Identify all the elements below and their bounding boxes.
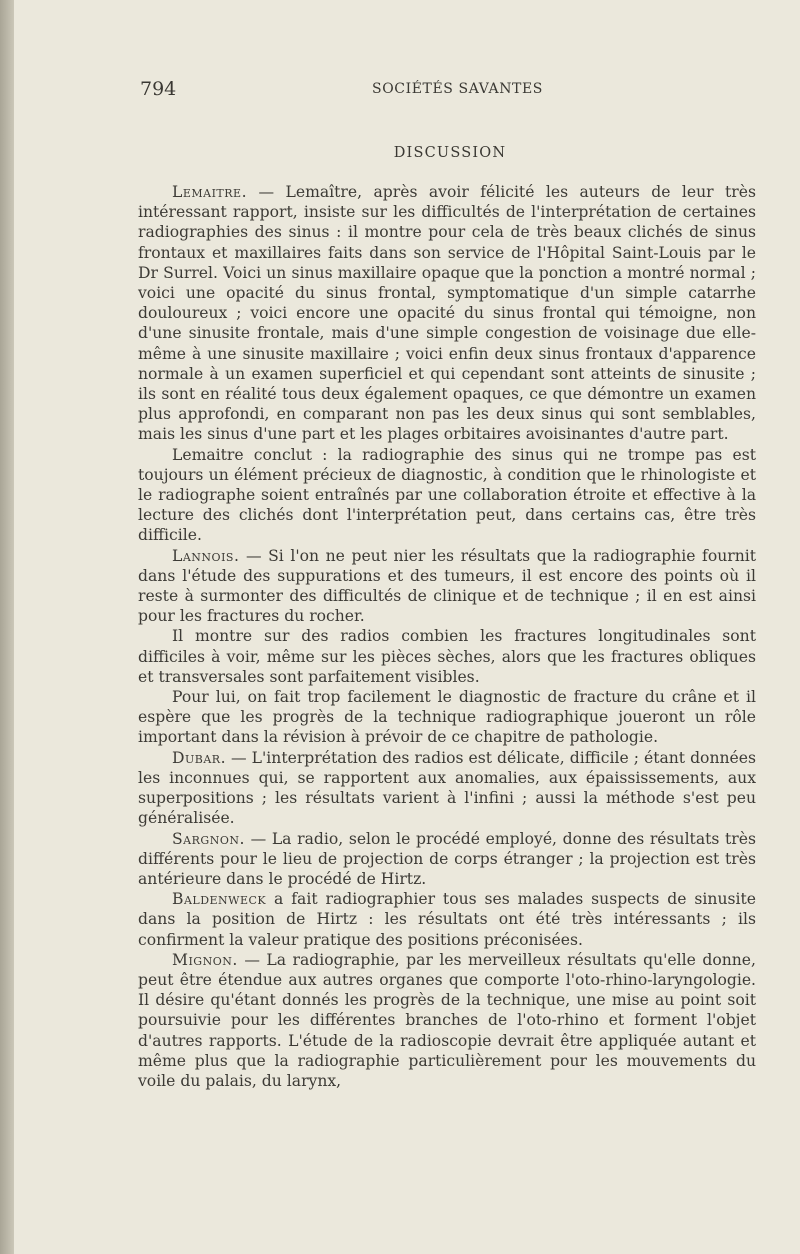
paragraph-text: Il montre sur des radios combien les fractures longitudinales sont difficiles à voir, même sur les pièces sèches, alors que les fractures obliques et transversales sont parfaitement visibles. — [138, 627, 756, 686]
paragraph-lannois-opinion — [138, 687, 756, 748]
paragraph-text: Lemaitre conclut : la radiographie des sinus qui ne trompe pas est toujours un élément précieux de diagnostic, à condition que le rhinologiste et le radiographe soient entraînés par une collaboration étroite et effective à la lecture des clichés dont l'interprétation peut, dans certains cas, être très difficile. — [138, 445, 756, 545]
paragraph-lannois — [138, 546, 756, 627]
paragraph-text: — L'interprétation des radios est délicate, difficile ; étant données les inconnues qui, se rapportent aux anomalies, aux épaississements, aux superpositions ; les résultats varient à l'infini ; aussi la méthode s'est peu généralisée. — [138, 748, 756, 828]
body-text — [138, 182, 756, 1091]
speaker-name: Dubar. — [172, 748, 227, 767]
paragraph-sargnon — [138, 829, 756, 890]
page-gutter-shadow — [0, 0, 14, 1254]
paragraph-mignon — [138, 950, 756, 1091]
paragraph-baldenweck — [138, 889, 756, 950]
section-title: DISCUSSION — [393, 145, 507, 161]
paragraph-text: — La radio, selon le procédé employé, donne des résultats très différents pour le lieu de projection de corps étranger ; la projection est très antérieure dans le procédé de Hirtz. — [138, 829, 756, 888]
paragraph-text: Pour lui, on fait trop facilement le diagnostic de fracture du crâne et il espère que les progrès de la technique radiographique joueront un rôle important dans la révision à prévoir de ce chapitre de pathologie. — [138, 688, 756, 747]
speaker-name: Lannois. — [172, 546, 240, 565]
page-number: 794 — [140, 78, 177, 100]
paragraph-lemaitre-conclusion — [138, 445, 756, 546]
speaker-name: Baldenweck — [172, 890, 267, 909]
page-header — [140, 78, 760, 102]
speaker-name: Sargnon. — [172, 829, 245, 848]
speaker-name: Lemaitre. — [172, 183, 248, 201]
paragraph-text: — Si l'on ne peut nier les résultats que la radiographie fournit dans l'étude des suppurations et des tumeurs, il est encore des points où il reste à surmonter des difficultés de clinique et de technique ; il en est ainsi pour les fractures du rocher. — [138, 546, 756, 626]
paragraph-text: a fait radiographier tous ses malades suspects de sinusite dans la position de Hirtz : les résultats ont été très intéressants ; ils confirment la valeur pratique des positions préconisées. — [138, 890, 756, 949]
speaker-name: Mignon. — [172, 950, 238, 969]
paragraph-lannois-radios — [138, 626, 756, 687]
paragraph-text: — Lemaître, après avoir félicité les auteurs de leur très intéressant rapport, insiste sur les difficultés de l'interprétation de certaines radiographies des sinus : il montre pour cela de très beaux clichés de sinus frontaux et maxillaires faits dans son service de l'Hôpital Saint-Louis par le Dr Surrel. Voici un sinus maxillaire opaque que la ponction a montré normal ; voici une opacité du sinus frontal, symptomatique d'un simple catarrhe douloureux ; voici encore une opacité du sinus frontal qui témoigne, non d'une sinusite frontale, mais d'une simple congestion de voisinage due elle-même à une sinusite maxillaire ; voici enfin deux sinus frontaux d'apparence normale à un examen superficiel et qui cependant sont atteints de sinusite ; ils sont en réalité tous deux également opaques, ce que démontre un examen plus approfondi, en comparant non pas les deux sinus qui sont semblables, mais les sinus d'une part et les plages orbitaires avoisinantes d'autre part. — [138, 183, 756, 444]
paragraph-text: — La radiographie, par les merveilleux résultats qu'elle donne, peut être étendue aux autres organes que comporte l'oto-rhino-laryngologie. Il désire qu'étant donnés les progrès de la technique, une mise au point soit poursuivie pour les différentes branches de l'oto-rhino et forment l'objet d'autres rapports. L'étude de la radioscopie devrait être appliquée autant et même plus que la radiographie particulièrement pour les mouvements du voile du palais, du larynx, — [138, 950, 756, 1090]
paragraph-dubar — [138, 748, 756, 829]
running-head: SOCIÉTÉS SAVANTES — [372, 81, 544, 97]
paragraph-lemaitre — [138, 182, 756, 445]
